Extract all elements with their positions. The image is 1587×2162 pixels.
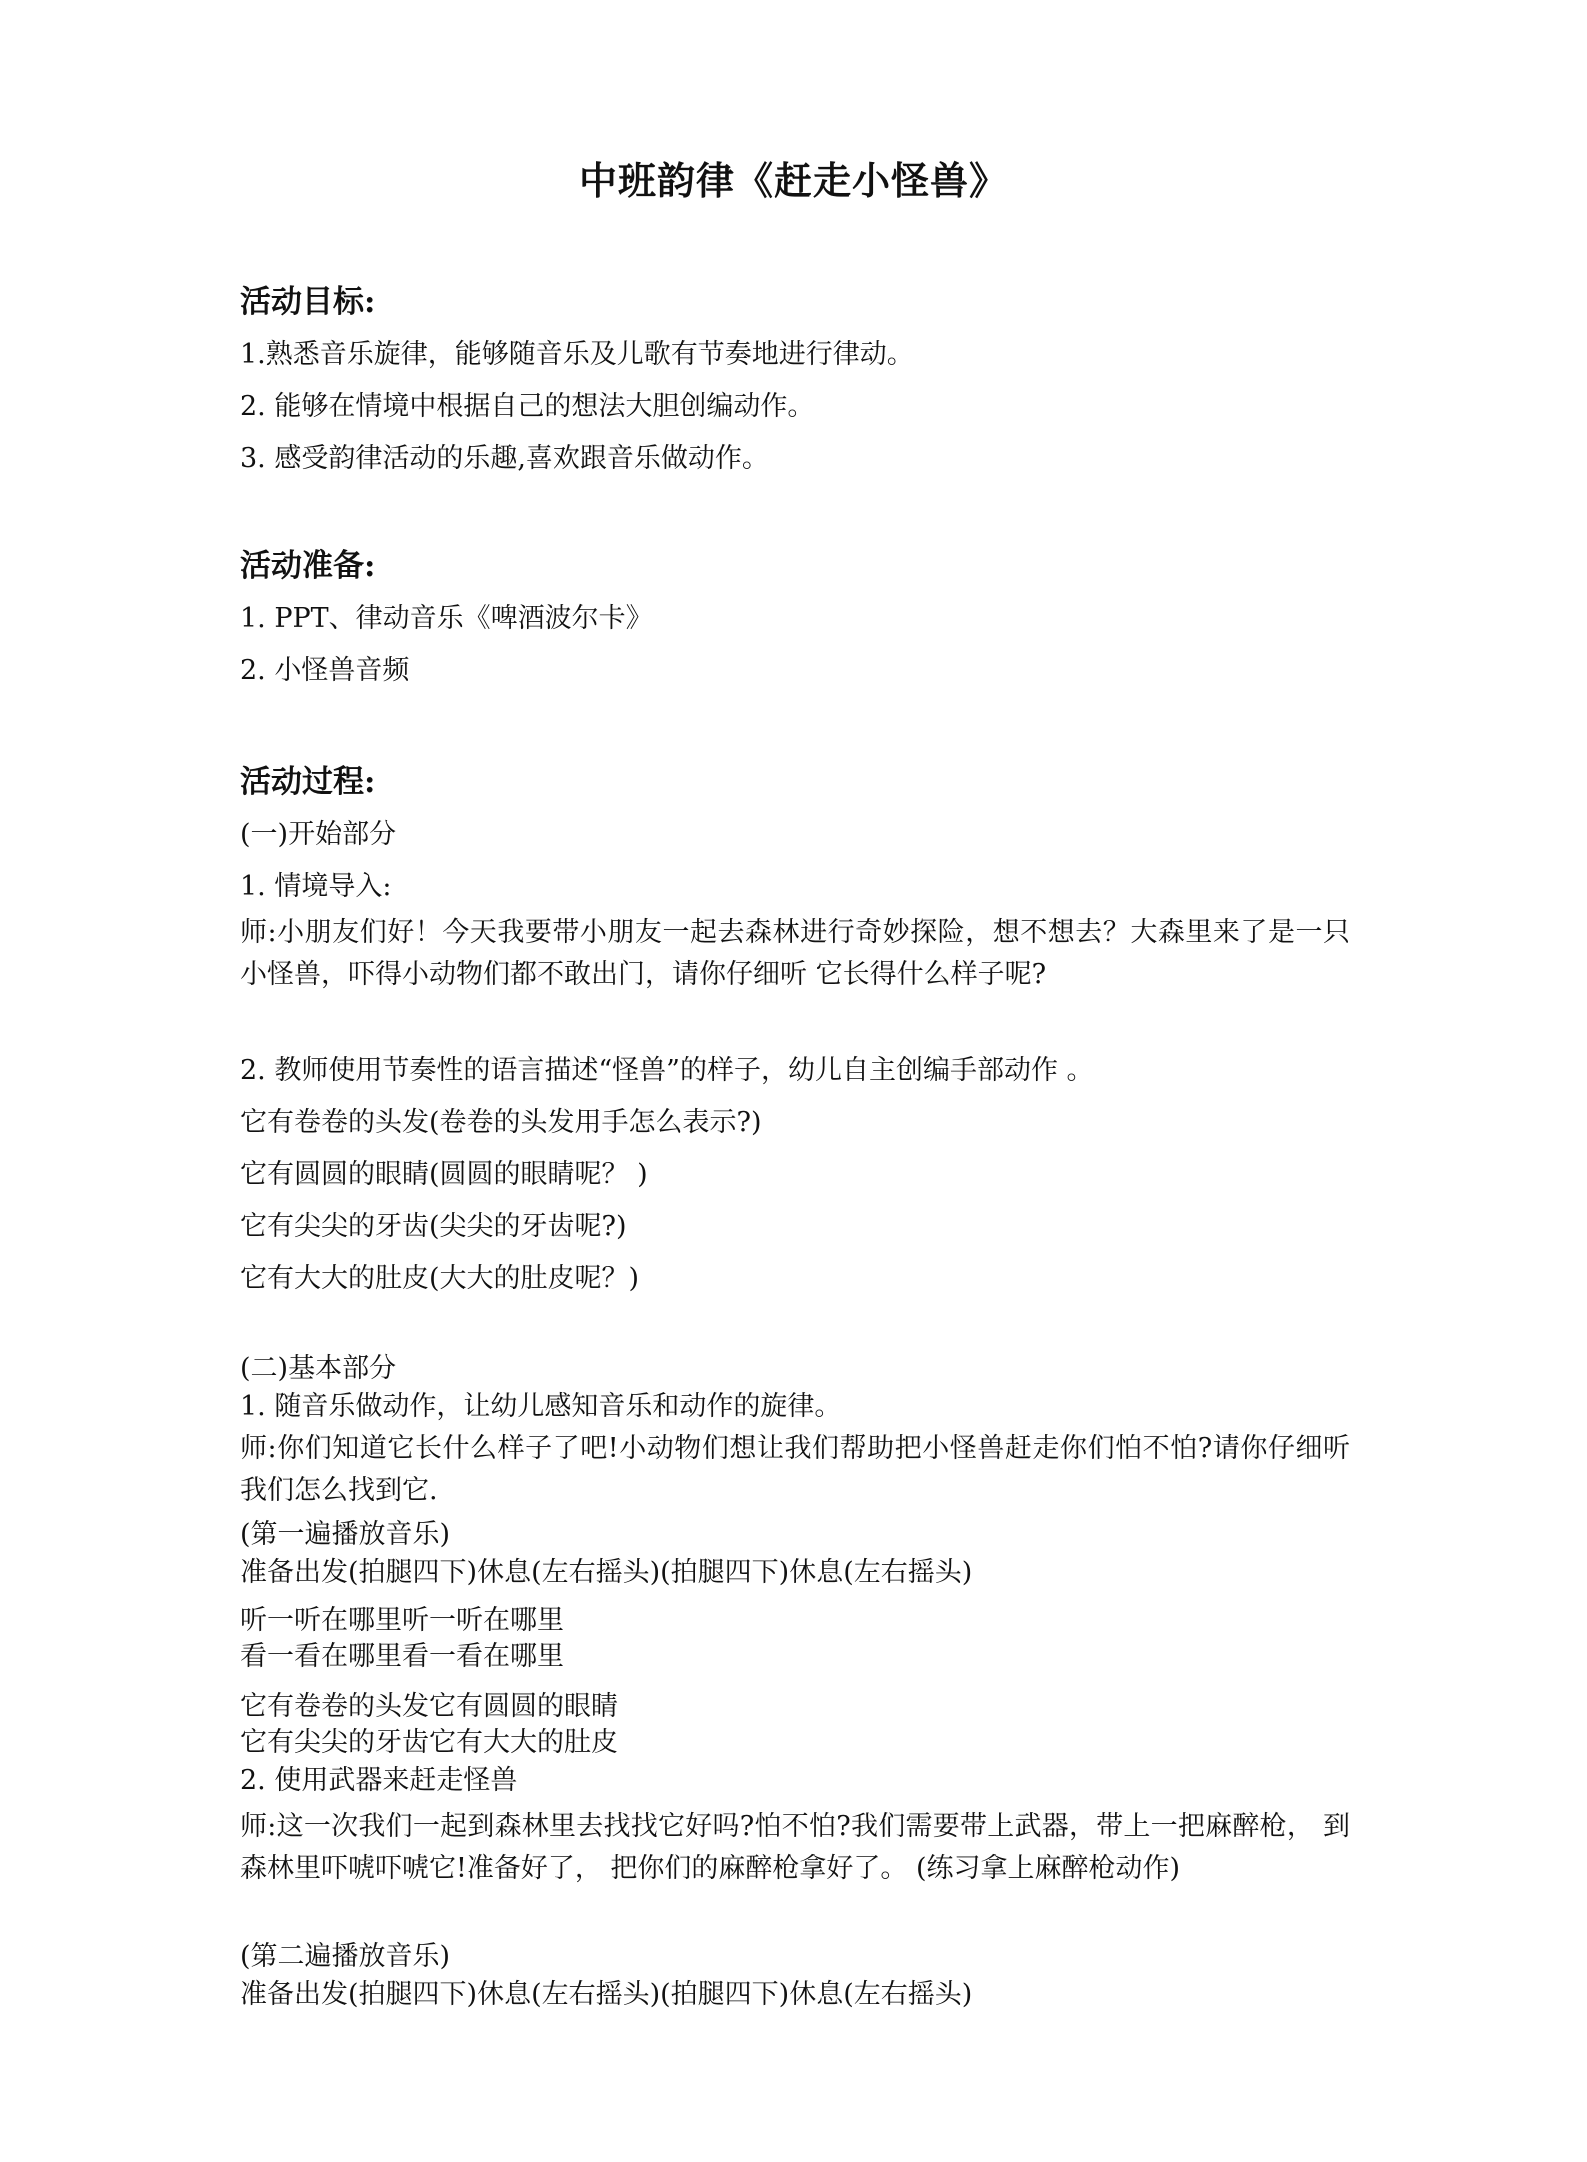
chant-line: 看一看在哪里看一看在哪里: [240, 1641, 564, 1672]
part2-label: (二)基本部分: [240, 1353, 397, 1384]
preparation-item: 2. 小怪兽音频: [240, 655, 410, 686]
description-item: 它有大大的肚皮(大大的肚皮呢？): [240, 1263, 640, 1294]
part1-step1: 1. 情境导入:: [240, 871, 392, 902]
part2-play1: (第一遍播放音乐): [240, 1519, 451, 1550]
part2-teacher-dialogue-2: 师:这一次我们一起到森林里去找找它好吗?怕不怕?我们需要带上武器，带上一把麻醉枪， 到森林里吓唬吓唬它!准备好了， 把你们的麻醉枪拿好了。 (练习拿上麻醉枪动作): [240, 1811, 1350, 1884]
chant-line: 它有卷卷的头发它有圆圆的眼睛: [240, 1691, 618, 1722]
description-item: 它有尖尖的牙齿(尖尖的牙齿呢?): [240, 1211, 627, 1242]
part2-teacher-dialogue: 师:你们知道它长什么样子了吧!小动物们想让我们帮助把小怪兽赶走你们怕不怕?请你仔细听我们怎么找到它.: [240, 1433, 1350, 1506]
part2-play2: (第二遍播放音乐): [240, 1941, 451, 1972]
goal-item: 1.熟悉音乐旋律，能够随音乐及儿歌有节奏地进行律动。: [240, 339, 914, 370]
part2-rhythm2: 准备出发(拍腿四下)休息(左右摇头)(拍腿四下)休息(左右摇头): [240, 1979, 973, 2010]
preparation-heading: 活动准备:: [240, 548, 376, 584]
chant-line: 听一听在哪里听一听在哪里: [240, 1605, 564, 1636]
part1-label: (一)开始部分: [240, 819, 397, 850]
goal-item: 3. 感受韵律活动的乐趣,喜欢跟音乐做动作。: [240, 443, 769, 474]
description-item: 它有圆圆的眼睛(圆圆的眼睛呢？ ): [240, 1159, 648, 1190]
document-title: 中班韵律《赶走小怪兽》: [578, 158, 1008, 203]
part2-rhythm1: 准备出发(拍腿四下)休息(左右摇头)(拍腿四下)休息(左右摇头): [240, 1557, 973, 1588]
description-item: 它有卷卷的头发(卷卷的头发用手怎么表示?): [240, 1107, 762, 1138]
process-heading: 活动过程:: [240, 764, 376, 800]
chant-line: 它有尖尖的牙齿它有大大的肚皮: [240, 1727, 618, 1758]
part2-step1: 1. 随音乐做动作，让幼儿感知音乐和动作的旋律。: [240, 1391, 842, 1422]
goal-item: 2. 能够在情境中根据自己的想法大胆创编动作。: [240, 391, 815, 422]
part2-step2: 2. 使用武器来赶走怪兽: [240, 1765, 518, 1796]
goals-heading: 活动目标:: [240, 284, 376, 320]
part1-teacher-dialogue: 师:小朋友们好！今天我要带小朋友一起去森林进行奇妙探险，想不想去？大森里来了是一只小怪兽，吓得小动物们都不敢出门，请你仔细听 它长得什么样子呢?: [240, 917, 1350, 990]
preparation-item: 1. PPT、律动音乐《啤酒波尔卡》: [240, 603, 653, 634]
part1-step2: 2. 教师使用节奏性的语言描述“怪兽”的样子，幼儿自主创编手部动作 。: [240, 1055, 1094, 1086]
